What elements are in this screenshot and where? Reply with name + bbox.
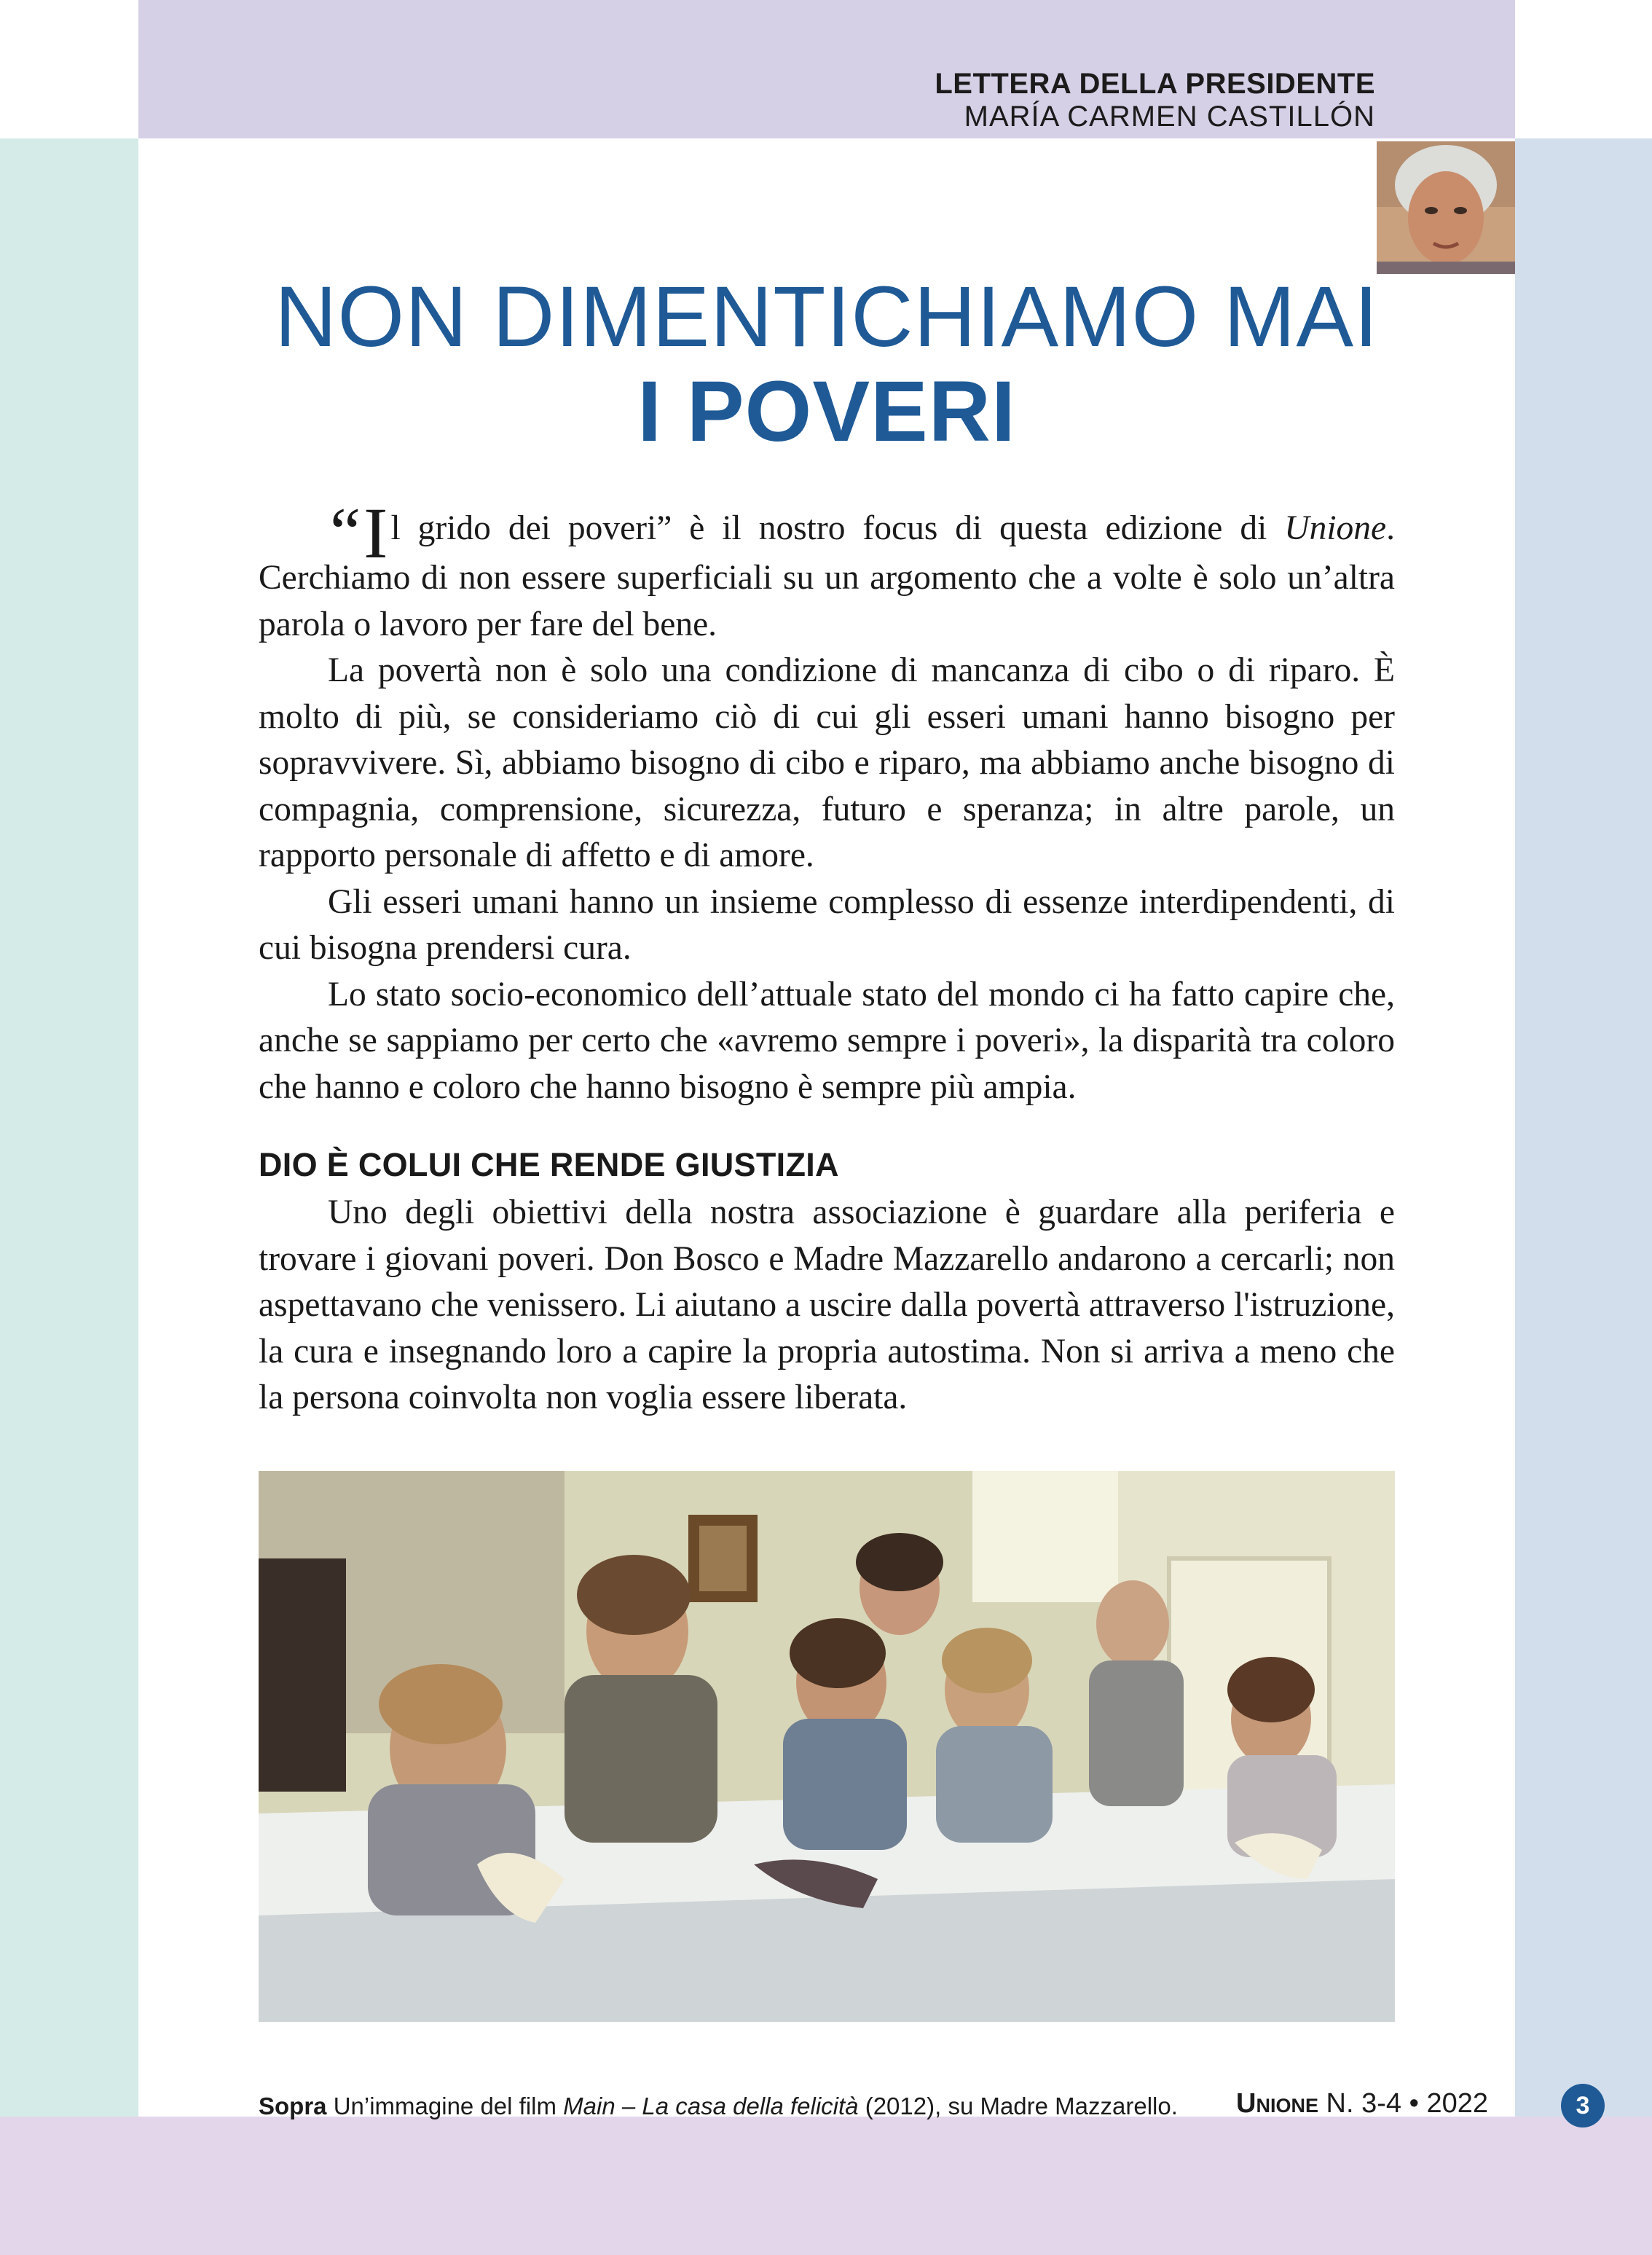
opening-quote: “ xyxy=(330,493,361,570)
paragraph-4: Lo stato socio-economico dell’attuale stato del mondo ci ha fatto capire che, anche se sappiamo per certo che «avremo sempre i poveri», la disparità tra coloro che hanno e coloro che hanno bisogno è sempre più ampia. xyxy=(259,975,1395,1106)
magazine-name: Unione xyxy=(1236,2088,1318,2119)
page-number-badge: 3 xyxy=(1561,2084,1605,2127)
right-color-band xyxy=(1515,138,1652,2117)
headline-line-1: NON DIMENTICHIAMO MAI xyxy=(275,269,1379,365)
film-still-photo xyxy=(259,1471,1395,2022)
author-portrait xyxy=(1377,141,1515,274)
author-name: MARÍA CARMEN CASTILLÓN xyxy=(964,101,1375,133)
photo-caption xyxy=(259,2093,1178,2120)
paragraph-1-rest: . Cerchiamo di non essere superficiali su un argomento che a volte è solo un’altra parola o lavoro per fare del bene. xyxy=(259,509,1395,643)
issue-prefix: N. xyxy=(1318,2088,1362,2119)
paragraph-1-text: l grido dei poveri” è il nostro focus di questa edizione di xyxy=(390,509,1285,547)
left-color-band xyxy=(0,138,138,2117)
paragraph-1 xyxy=(259,493,1395,648)
drop-letter: I xyxy=(363,493,388,573)
caption-film-title: Main – La casa della felicità xyxy=(563,2093,859,2119)
issue-number: 3-4 • 2022 xyxy=(1361,2088,1488,2119)
caption-label: Sopra xyxy=(259,2093,327,2119)
headline-line-2: I POVERI xyxy=(637,364,1016,460)
article-body xyxy=(259,493,1395,1421)
caption-text-before: Un’immagine del film xyxy=(326,2093,564,2119)
section-header xyxy=(935,67,1375,133)
paragraph-2: La povertà non è solo una condizione di mancanza di cibo o di riparo. È molto di più, se consideriamo ciò di cui gli esseri umani hanno bisogno per sopravvivere. Sì, abbiamo bisogno di cibo e riparo, ma abbiamo anche bisogno di compagnia, comprensione, sicurezza, futuro e speranza; in altre parole, un rapporto personale di affetto e di amore. xyxy=(259,651,1395,874)
section-title: LETTERA DELLA PRESIDENTE xyxy=(935,68,1375,100)
article-headline xyxy=(138,270,1515,459)
paragraph-5: Uno degli obiettivi della nostra associazione è guardare alla periferia e trovare i giovani poveri. Don Bosco e Madre Mazzarello andarono a cercarli; non aspettavano che venissero. Li aiutano a uscire dalla povertà attraverso l'istruzione, la cura e insegnando loro a capire la propria autostima. Non si arriva a meno che la persona coinvolta non voglia essere liberata. xyxy=(259,1193,1395,1416)
issue-info xyxy=(1236,2088,1488,2119)
subheading: DIO È COLUI CHE RENDE GIUSTIZIA xyxy=(259,1146,839,1183)
caption-text-after: (2012), su Madre Mazzarello. xyxy=(858,2093,1178,2119)
paragraph-3: Gli esseri umani hanno un insieme complesso di essenze interdipendenti, di cui bisogna prendersi cura. xyxy=(259,882,1395,967)
magazine-title-italic: Unione xyxy=(1284,509,1387,547)
bottom-color-band xyxy=(0,2117,1652,2255)
